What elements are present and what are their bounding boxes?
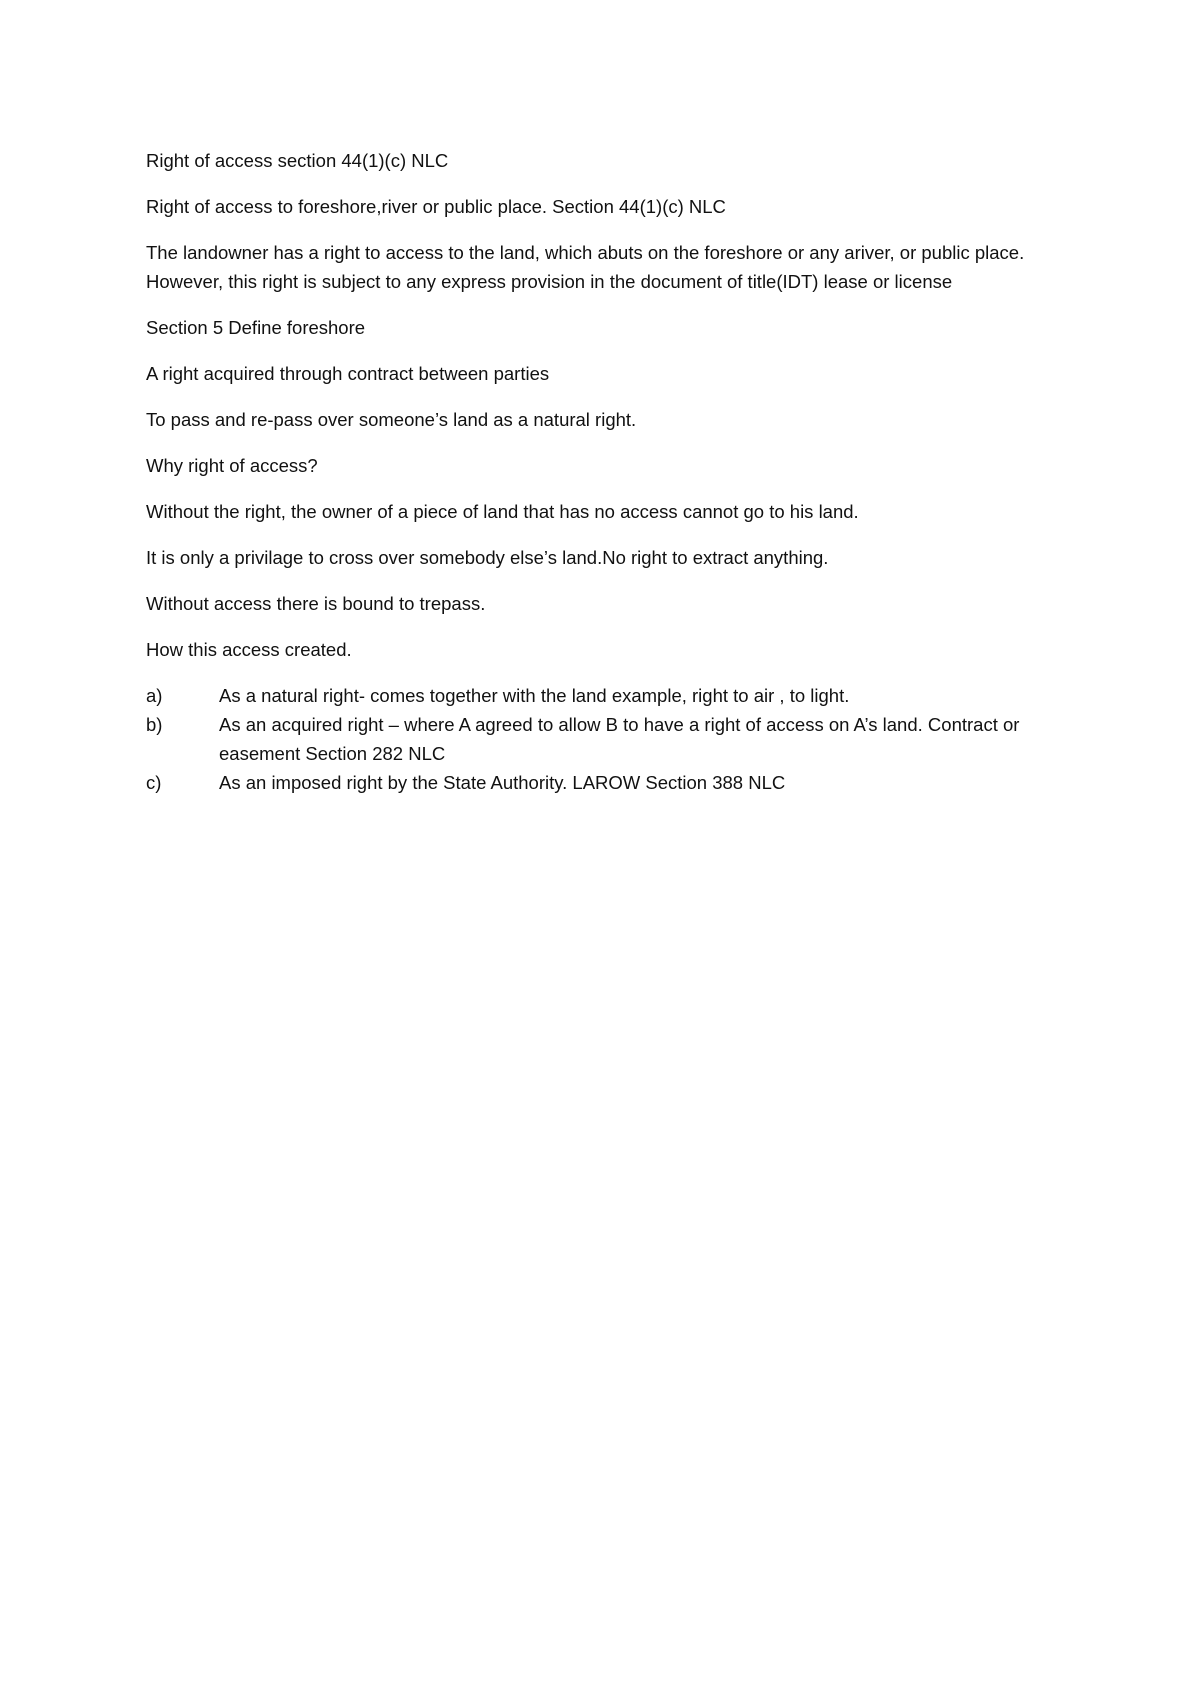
paragraph: Section 5 Define foreshore — [146, 317, 366, 338]
paragraph: Why right of access? — [146, 455, 318, 476]
paragraph: A right acquired through contract between parties — [146, 363, 550, 384]
paragraph: The landowner has a right to access to the land, which abuts on the foreshore or any ariver, or public place. However, this right is subject to any express provision in the document of title(IDT) lease or license — [146, 242, 1025, 292]
list-item — [146, 768, 1066, 797]
list-marker: c) — [146, 772, 162, 793]
paragraph: Right of access to foreshore,river or public place. Section 44(1)(c) NLC — [146, 196, 726, 217]
list-item-text: As an acquired right – where A agreed to allow B to have a right of access on A’s land. Contract or easement Section 282 NLC — [219, 714, 1020, 764]
paragraph-heading: Right of access section 44(1)(c) NLC — [146, 150, 449, 171]
paragraph: To pass and re-pass over someone’s land as a natural right. — [146, 409, 637, 430]
list-item — [146, 681, 1066, 710]
list-item — [146, 710, 1066, 768]
list-marker: a) — [146, 685, 163, 706]
list-marker: b) — [146, 714, 163, 735]
paragraph: Without the right, the owner of a piece of land that has no access cannot go to his land. — [146, 501, 859, 522]
list-item-text: As a natural right- comes together with the land example, right to air , to light. — [219, 685, 850, 706]
lettered-list — [146, 681, 1066, 797]
paragraph: Without access there is bound to trepass. — [146, 593, 486, 614]
paragraph: It is only a privilage to cross over somebody else’s land.No right to extract anything. — [146, 547, 829, 568]
list-item-text: As an imposed right by the State Authority. LAROW Section 388 NLC — [219, 772, 786, 793]
paragraph: How this access created. — [146, 639, 352, 660]
document-body — [146, 146, 1066, 797]
